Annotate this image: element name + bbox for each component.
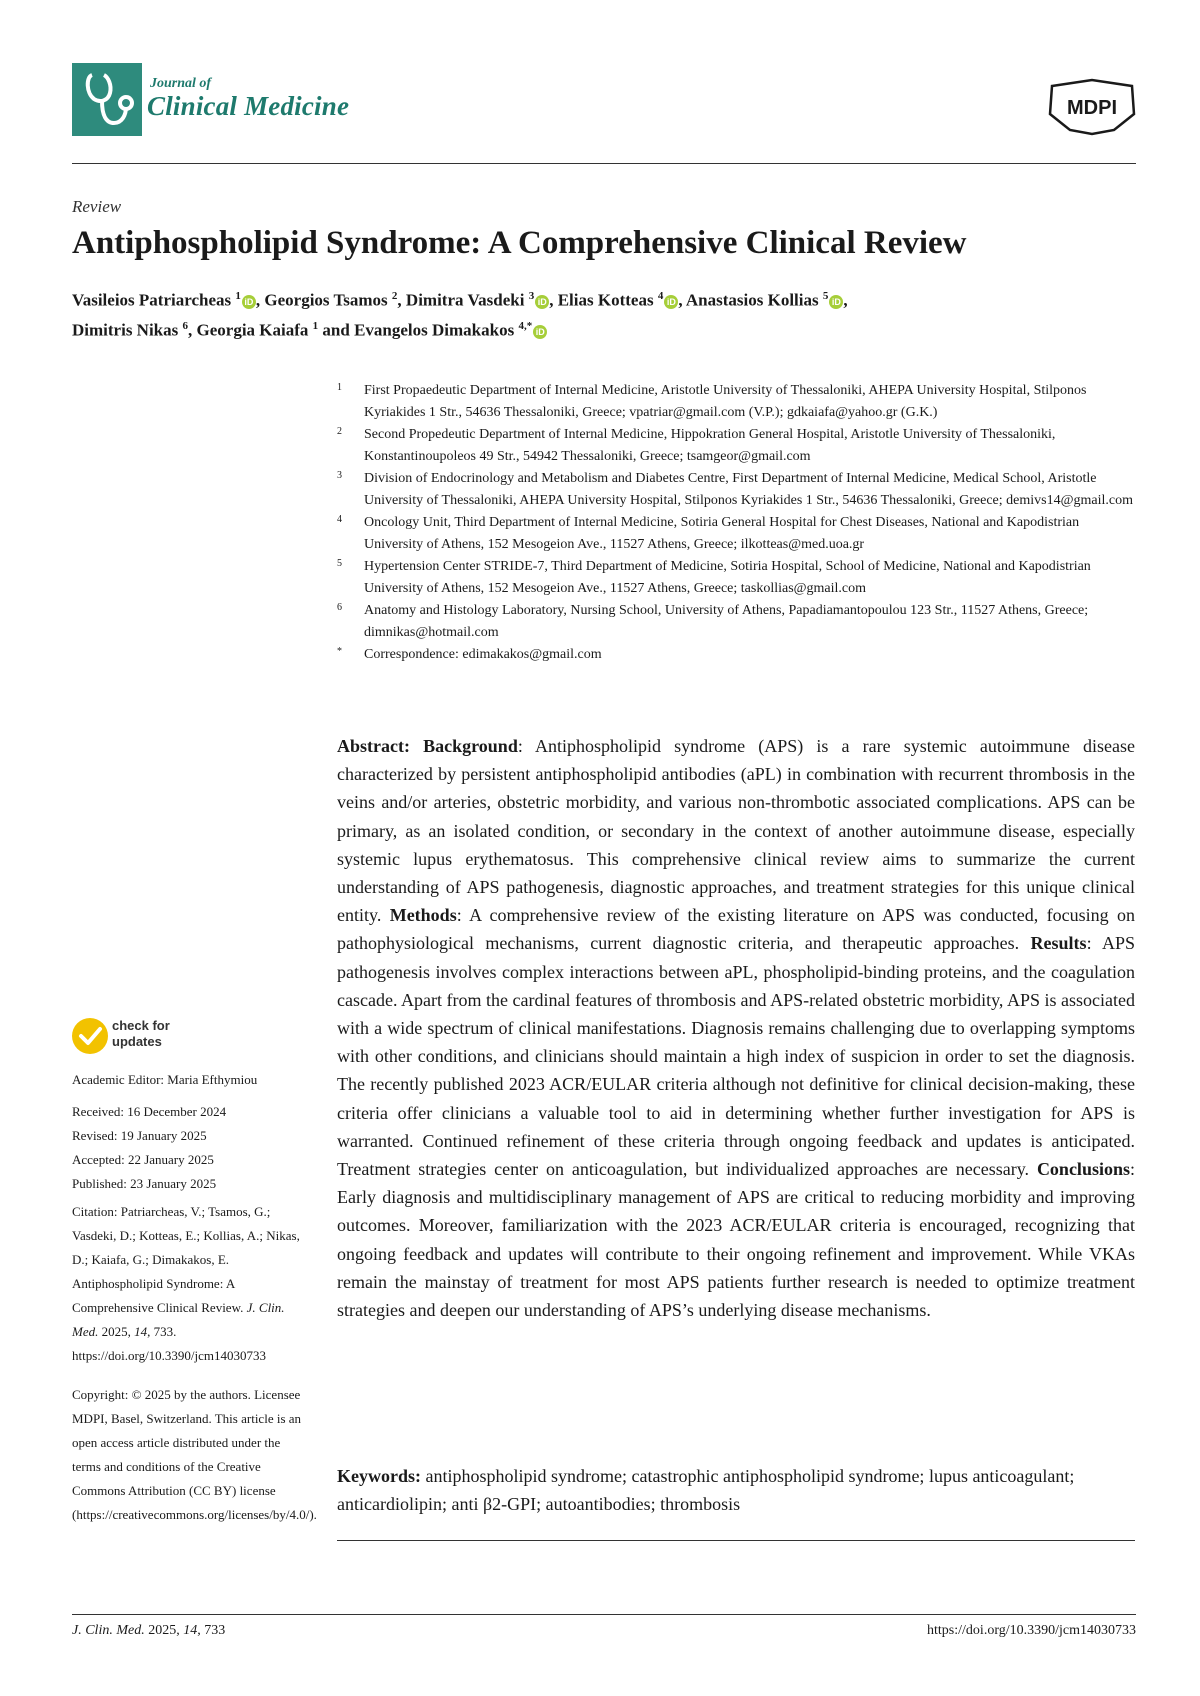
citation-year: 2025,	[98, 1324, 135, 1339]
footer-journal: J. Clin. Med.	[72, 1623, 145, 1638]
author-name[interactable]: Vasileios Patriarcheas	[72, 290, 232, 310]
check-line-1: check for	[112, 1018, 170, 1033]
footer-article-no: , 733	[197, 1623, 226, 1638]
authors-line-1	[72, 290, 848, 311]
header-divider	[72, 163, 1136, 164]
journal-name-prefix: Journal of	[150, 76, 212, 91]
footer-citation	[72, 1623, 225, 1639]
footer-divider	[72, 1614, 1136, 1615]
author-affiliation-ref: 3	[528, 290, 535, 302]
author-affiliation-ref: 4,*	[518, 320, 533, 332]
author-affiliation-ref: 2	[391, 290, 398, 302]
affiliation-item	[337, 512, 1135, 556]
affiliation-item	[337, 380, 1135, 424]
mdpi-logo	[1044, 78, 1140, 136]
affiliation-item	[337, 556, 1135, 600]
authors-line-2	[72, 320, 547, 341]
author-separator: ,	[397, 290, 406, 310]
copyright-notice: Copyright: © 2025 by the authors. Licensee MDPI, Basel, Switzerland. This article is an open access article distributed under the terms and conditions of the Creative Commons Attribution (CC BY) license (https://creativecommons.org/licenses/by/4.0/).	[72, 1387, 317, 1522]
footer-volume: 14	[183, 1623, 198, 1638]
author-separator: ,	[549, 290, 558, 310]
author-affiliation-ref: 6	[182, 320, 188, 332]
author-name[interactable]: Dimitris Nikas	[72, 320, 179, 340]
footer-year: 2025,	[144, 1623, 184, 1638]
journal-logo-box	[72, 63, 142, 136]
affiliation-number: 5	[337, 558, 342, 569]
author-affiliation-ref: 1	[312, 320, 319, 332]
abstract-label: Abstract:	[337, 736, 410, 756]
publisher-name: MDPI	[1067, 97, 1117, 119]
orcid-icon[interactable]: iD	[535, 295, 549, 309]
journal-name: Clinical Medicine	[147, 91, 350, 121]
orcid-icon[interactable]: iD	[829, 295, 843, 309]
affiliation-number: 2	[337, 426, 342, 437]
affiliation-text: Hypertension Center STRIDE-7, Third Department of Medicine, Sotiria Hospital, School of Medicine, National and Kapodistrian University of Athens, 152 Mesogeion Ave., 11527 Athens, Greece; taskollias@gmail.com	[364, 559, 1091, 596]
orcid-icon[interactable]: iD	[664, 295, 678, 309]
author-separator: ,	[255, 290, 265, 310]
author-separator: ,	[678, 290, 686, 310]
author-name[interactable]: Elias Kotteas	[557, 290, 654, 310]
affiliation-text: Correspondence: edimakakos@gmail.com	[364, 647, 602, 662]
citation-block	[72, 1200, 312, 1368]
affiliation-text: Second Propedeutic Department of Internal Medicine, Hippokration General Hospital, Aristotle University of Thessaloniki, Konstantinoupoleos 49 Str., 54942 Thessaloniki, Greece; tsamgeor@gmail.com	[364, 427, 1056, 464]
affiliation-number: 3	[337, 470, 342, 481]
affiliation-item	[337, 600, 1135, 644]
abstract-section-text: : A comprehensive review of the existing literature on APS was conducted, focusing on pathophysiological mechanisms, current diagnostic criteria, and therapeutic approaches.	[337, 905, 1135, 954]
affiliation-text: Anatomy and Histology Laboratory, Nursing School, University of Athens, Papadiamantopoulou 123 Str., 11527 Athens, Greece; dimnikas@hotmail.com	[364, 603, 1089, 640]
keywords-label: Keywords:	[337, 1466, 421, 1486]
affiliation-number: *	[337, 646, 342, 657]
abstract-section-label: Conclusions	[1036, 1159, 1130, 1180]
abstract-divider	[337, 1540, 1135, 1541]
author-affiliation-ref: 4	[657, 290, 664, 302]
article-dates	[72, 1068, 322, 1196]
article-type: Review	[72, 197, 122, 216]
orcid-icon[interactable]: iD	[242, 295, 256, 309]
affiliation-number: 4	[337, 514, 342, 525]
affiliation-number: 1	[337, 382, 342, 393]
academic-editor: Academic Editor: Maria Efthymiou	[72, 1072, 258, 1087]
abstract	[337, 732, 1135, 1324]
abstract-section-text: : APS pathogenesis involves complex interactions between aPL, phospholipid-binding proteins, and the coagulation cascade. Apart from the cardinal features of thrombosis and APS-related obstetric morbidity, APS is associated with a wide spectrum of clinical manifestations. Diagnosis remains challenging due to overlapping symptoms with other conditions, and clinicians should maintain a high index of suspicion in order to set the diagnosis. The recently published 2023 ACR/EULAR criteria although not definitive for clinical decision-making, these criteria offer clinicians a valuable tool to aid in determining whether further investigation for APS is warranted. Continued refinement of these criteria through ongoing feedback and updates is anticipated. Treatment strategies center on anticoagulation, but individualized approaches are necessary.	[337, 933, 1135, 1180]
keywords-text: antiphospholipid syndrome; catastrophic antiphospholipid syndrome; lupus anticoagulant; anticardiolipin; anti β2-GPI; autoantibodies; thrombosis	[337, 1466, 1075, 1515]
affiliations-list	[337, 380, 1135, 666]
author-name[interactable]: Georgia Kaiafa	[196, 320, 309, 340]
affiliation-text: First Propaedeutic Department of Internal Medicine, Aristotle University of Thessaloniki, AHEPA University Hospital, Stilponos Kyriakides 1 Str., 54636 Thessaloniki, Greece; vpatriar@gmail.com (V.P.); gdkaiafa@yahoo.gr (G.K.)	[364, 383, 1087, 420]
orcid-icon[interactable]: iD	[533, 325, 547, 339]
affiliation-item	[337, 644, 1135, 666]
author-name[interactable]: Dimitra Vasdeki	[405, 290, 525, 310]
citation-doi[interactable]: , 733. https://doi.org/10.3390/jcm14030733	[72, 1324, 267, 1363]
received-date: Received: 16 December 2024	[72, 1104, 227, 1119]
affiliation-number: 6	[337, 602, 342, 613]
abstract-section-label: Background	[423, 736, 518, 756]
published-date: Published: 23 January 2025	[72, 1176, 217, 1191]
author-name[interactable]: Georgios Tsamos	[264, 290, 388, 310]
stethoscope-icon	[72, 63, 142, 136]
check-for-updates-icon[interactable]	[72, 1018, 108, 1054]
author-separator: and	[318, 320, 355, 340]
author-affiliation-ref: 5	[822, 290, 829, 302]
affiliation-item	[337, 424, 1135, 468]
author-affiliation-ref: 1	[235, 290, 241, 302]
citation-volume: 14	[134, 1324, 148, 1339]
check-line-2: updates	[112, 1034, 162, 1049]
keywords	[337, 1462, 1135, 1518]
author-separator: ,	[188, 320, 197, 340]
footer-doi-link[interactable]: https://doi.org/10.3390/jcm14030733	[927, 1623, 1136, 1638]
author-name[interactable]: Evangelos Dimakakos	[354, 320, 515, 340]
author-separator: ,	[843, 290, 848, 310]
affiliation-item	[337, 468, 1135, 512]
abstract-section-text: : Antiphospholipid syndrome (APS) is a rare systemic autoimmune disease characterized by persistent antiphospholipid antibodies (aPL) in combination with recurrent thrombosis in the veins and/or arteries, obstetric morbidity, and various non-thrombotic associated complications. APS can be primary, as an isolated condition, or secondary in the context of another autoimmune disease, especially systemic lupus erythematosus. This comprehensive clinical review aims to summarize the current understanding of APS pathogenesis, diagnostic approaches, and treatment strategies for this unique clinical entity.	[337, 736, 1135, 926]
revised-date: Revised: 19 January 2025	[72, 1128, 207, 1143]
accepted-date: Accepted: 22 January 2025	[72, 1152, 214, 1167]
check-for-updates-link[interactable]	[112, 1018, 170, 1050]
author-name[interactable]: Anastasios Kollias	[685, 290, 819, 310]
abstract-section-label: Methods	[389, 905, 457, 926]
citation-text: Citation: Patriarcheas, V.; Tsamos, G.; Vasdeki, D.; Kotteas, E.; Kollias, A.; Nikas, D.; Kaiafa, G.; Dimakakos, E. Antiphospholipid Syndrome: A Comprehensive Clinical Review.	[72, 1204, 300, 1315]
abstract-body	[337, 736, 1135, 1320]
article-title: Antiphospholipid Syndrome: A Comprehensive Clinical Review	[72, 225, 967, 261]
affiliation-text: Oncology Unit, Third Department of Internal Medicine, Sotiria General Hospital for Chest Diseases, National and Kapodistrian University of Athens, 152 Mesogeion Ave., 11527 Athens, Greece; ilkotteas@med.uoa.gr	[364, 515, 1080, 552]
citation-journal: J. Clin. Med.	[72, 1300, 285, 1339]
abstract-section-label: Results	[1030, 933, 1087, 954]
affiliation-text: Division of Endocrinology and Metabolism and Diabetes Centre, First Department of Internal Medicine, Medical School, Aristotle University of Thessaloniki, AHEPA University Hospital, Stilponos Kyriakides 1 Str., 54636 Thessaloniki, Greece; demivs14@gmail.com	[364, 471, 1133, 508]
abstract-section-text: : Early diagnosis and multidisciplinary management of APS are critical to reducing morbidity and improving outcomes. Moreover, familiarization with the 2023 ACR/EULAR criteria is encouraged, recognizing that ongoing feedback and updates will contribute to their ongoing refinement and improvement. While VKAs remain the mainstay of treatment for most APS patients further research is needed to optimize treatment strategies and deepen our understanding of APS’s underlying disease mechanisms.	[337, 1159, 1135, 1321]
